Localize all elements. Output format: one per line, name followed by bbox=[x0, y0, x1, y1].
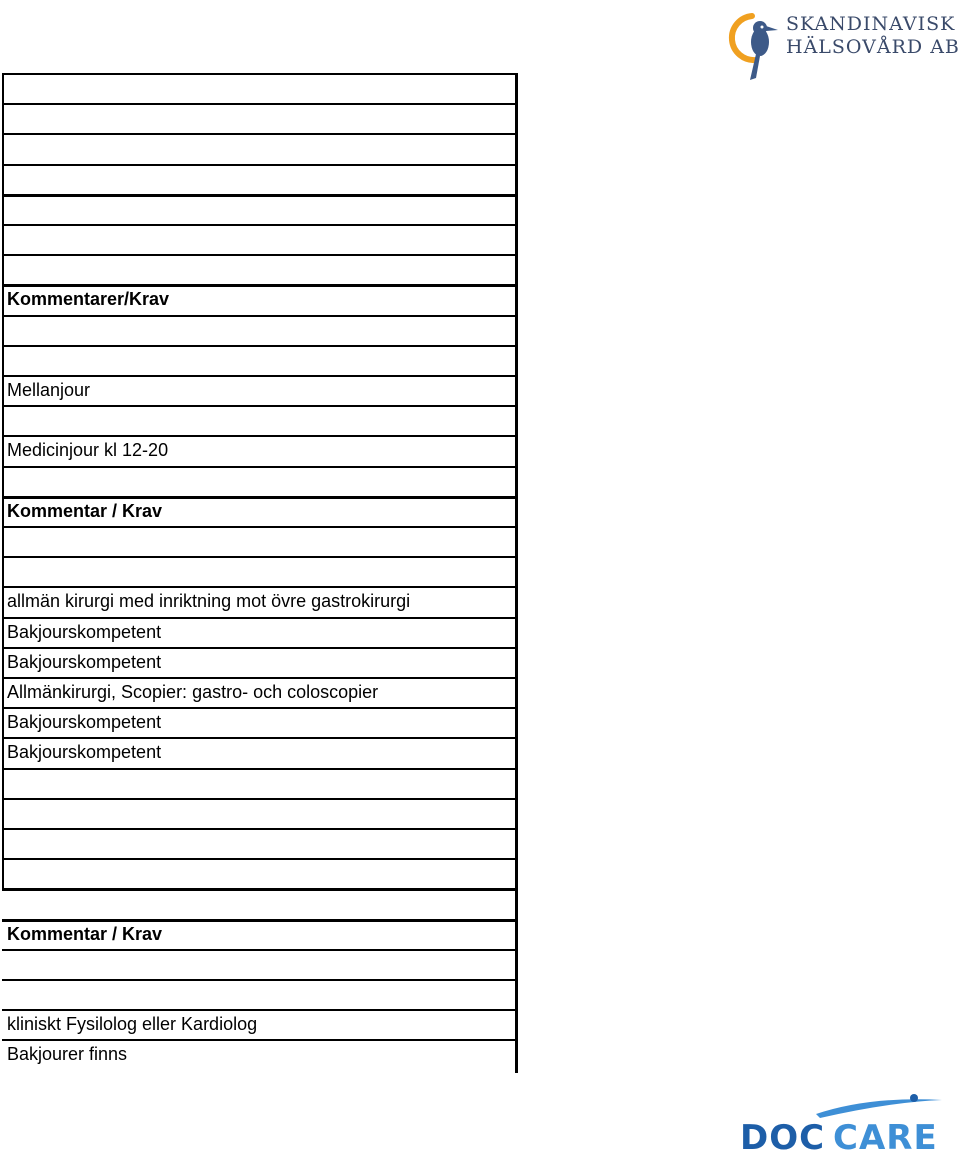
logo-doc-text: DOC bbox=[740, 1118, 826, 1158]
logo-text-line1: SKANDINAVISK bbox=[786, 13, 956, 35]
skandinavisk-halsovard-logo bbox=[726, 8, 960, 84]
table-row bbox=[2, 194, 518, 224]
table-row bbox=[2, 586, 518, 616]
table-row bbox=[2, 466, 518, 496]
table-row bbox=[2, 133, 518, 163]
section-heading: Kommentar / Krav bbox=[7, 501, 163, 521]
table-row bbox=[2, 284, 518, 314]
row-divider bbox=[2, 496, 518, 499]
swoosh-icon bbox=[810, 1092, 950, 1120]
row-divider bbox=[2, 768, 518, 770]
table-row bbox=[2, 888, 518, 918]
table-bottom-border bbox=[2, 1070, 518, 1072]
cell-text: Mellanjour bbox=[7, 380, 91, 400]
table-row bbox=[2, 73, 518, 103]
table-row bbox=[2, 677, 518, 707]
doc-care-logo bbox=[740, 1092, 945, 1157]
row-divider bbox=[2, 194, 518, 197]
row-divider bbox=[2, 284, 518, 287]
cell-text: kliniskt Fysilolog eller Kardiolog bbox=[7, 1014, 258, 1034]
table-row bbox=[2, 1009, 518, 1039]
row-divider bbox=[2, 73, 518, 75]
table-row bbox=[2, 164, 518, 194]
table-row bbox=[2, 919, 518, 949]
cell-text: Bakjourskompetent bbox=[7, 622, 162, 642]
row-divider bbox=[2, 405, 518, 407]
table-row bbox=[2, 556, 518, 586]
row-divider bbox=[2, 979, 518, 981]
table-row bbox=[2, 737, 518, 767]
table-row bbox=[2, 707, 518, 737]
row-divider bbox=[2, 526, 518, 528]
row-divider bbox=[2, 1009, 518, 1011]
table-row bbox=[2, 375, 518, 405]
row-divider bbox=[2, 103, 518, 105]
logo-care-text: CARE bbox=[833, 1118, 938, 1158]
row-divider bbox=[2, 586, 518, 588]
row-divider bbox=[2, 949, 518, 951]
kingfisher-sun-icon bbox=[726, 8, 784, 84]
table-row bbox=[2, 979, 518, 1009]
row-divider bbox=[2, 677, 518, 679]
row-divider bbox=[2, 737, 518, 739]
table-row bbox=[2, 224, 518, 254]
row-divider bbox=[2, 888, 518, 891]
cell-text: Bakjourskompetent bbox=[7, 712, 162, 732]
row-divider bbox=[2, 1039, 518, 1041]
cell-text: allmän kirurgi med inriktning mot övre gastrokirurgi bbox=[7, 591, 411, 611]
table-row bbox=[2, 828, 518, 858]
row-divider bbox=[2, 345, 518, 347]
logo-text-line2: HÄLSOVÅRD AB bbox=[786, 36, 960, 58]
section-heading: Kommentarer/Krav bbox=[7, 289, 170, 309]
row-divider bbox=[2, 466, 518, 468]
cell-text: Bakjourer finns bbox=[7, 1044, 128, 1064]
row-divider bbox=[2, 254, 518, 256]
table-row bbox=[2, 949, 518, 979]
row-divider bbox=[2, 164, 518, 166]
row-divider bbox=[2, 315, 518, 317]
row-divider bbox=[2, 435, 518, 437]
row-divider bbox=[2, 647, 518, 649]
section-heading: Kommentar / Krav bbox=[7, 924, 163, 944]
table-row bbox=[2, 1039, 518, 1069]
table-row bbox=[2, 647, 518, 677]
row-divider bbox=[2, 828, 518, 830]
row-divider bbox=[2, 798, 518, 800]
table-row bbox=[2, 858, 518, 888]
cell-text: Allmänkirurgi, Scopier: gastro- och coloscopier bbox=[7, 682, 379, 702]
table-row bbox=[2, 798, 518, 828]
cell-text: Bakjourskompetent bbox=[7, 742, 162, 762]
row-divider bbox=[2, 375, 518, 377]
table-row bbox=[2, 254, 518, 284]
row-divider bbox=[2, 617, 518, 619]
row-divider bbox=[2, 224, 518, 226]
table-row bbox=[2, 526, 518, 556]
row-divider bbox=[2, 858, 518, 860]
row-divider bbox=[2, 556, 518, 558]
table-row bbox=[2, 617, 518, 647]
row-divider bbox=[2, 133, 518, 135]
cell-text: Bakjourskompetent bbox=[7, 652, 162, 672]
table-row bbox=[2, 103, 518, 133]
row-divider bbox=[2, 919, 518, 922]
cell-text: Medicinjour kl 12-20 bbox=[7, 440, 169, 460]
table-row bbox=[2, 435, 518, 465]
table-row bbox=[2, 496, 518, 526]
table-row bbox=[2, 768, 518, 798]
table-row bbox=[2, 405, 518, 435]
row-divider bbox=[2, 707, 518, 709]
table-row bbox=[2, 345, 518, 375]
table-row bbox=[2, 315, 518, 345]
requirements-table bbox=[2, 73, 518, 1073]
